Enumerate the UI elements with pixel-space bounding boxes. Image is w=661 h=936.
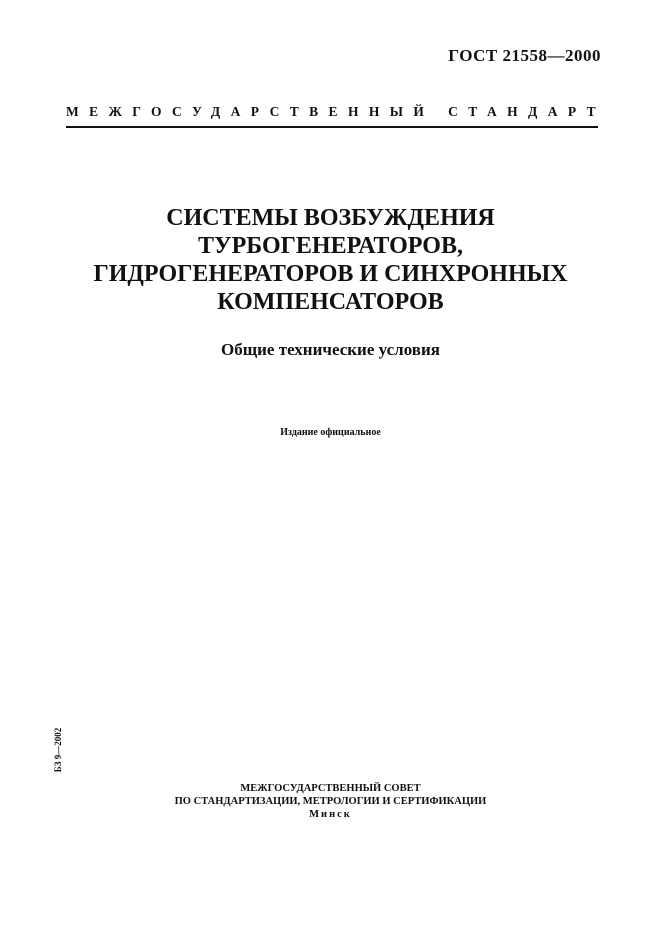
publisher-line-1: МЕЖГОСУДАРСТВЕННЫЙ СОВЕТ bbox=[240, 783, 421, 794]
document-subtitle: Общие технические условия bbox=[221, 340, 440, 359]
publisher-line-2: ПО СТАНДАРТИЗАЦИИ, МЕТРОЛОГИИ И СЕРТИФИКАЦИИ bbox=[174, 796, 487, 807]
title-line-1: СИСТЕМЫ ВОЗБУЖДЕНИЯ bbox=[166, 205, 495, 231]
title-line-3: ГИДРОГЕНЕРАТОРОВ И СИНХРОННЫХ bbox=[93, 261, 568, 287]
side-code: БЗ 9—2002 bbox=[53, 727, 63, 773]
publisher-city: Минск bbox=[309, 809, 352, 820]
publisher-block bbox=[0, 782, 661, 821]
header-divider bbox=[66, 126, 598, 128]
document-title bbox=[0, 204, 661, 316]
gost-number: ГОСТ 21558—2000 bbox=[448, 46, 601, 65]
title-line-2: ТУРБОГЕНЕРАТОРОВ, bbox=[198, 233, 463, 259]
edition-note: Издание официальное bbox=[280, 427, 381, 438]
standard-type-heading: МЕЖГОСУДАРСТВЕННЫЙ СТАНДАРТ bbox=[66, 104, 607, 119]
title-line-4: КОМПЕНСАТОРОВ bbox=[217, 289, 444, 315]
